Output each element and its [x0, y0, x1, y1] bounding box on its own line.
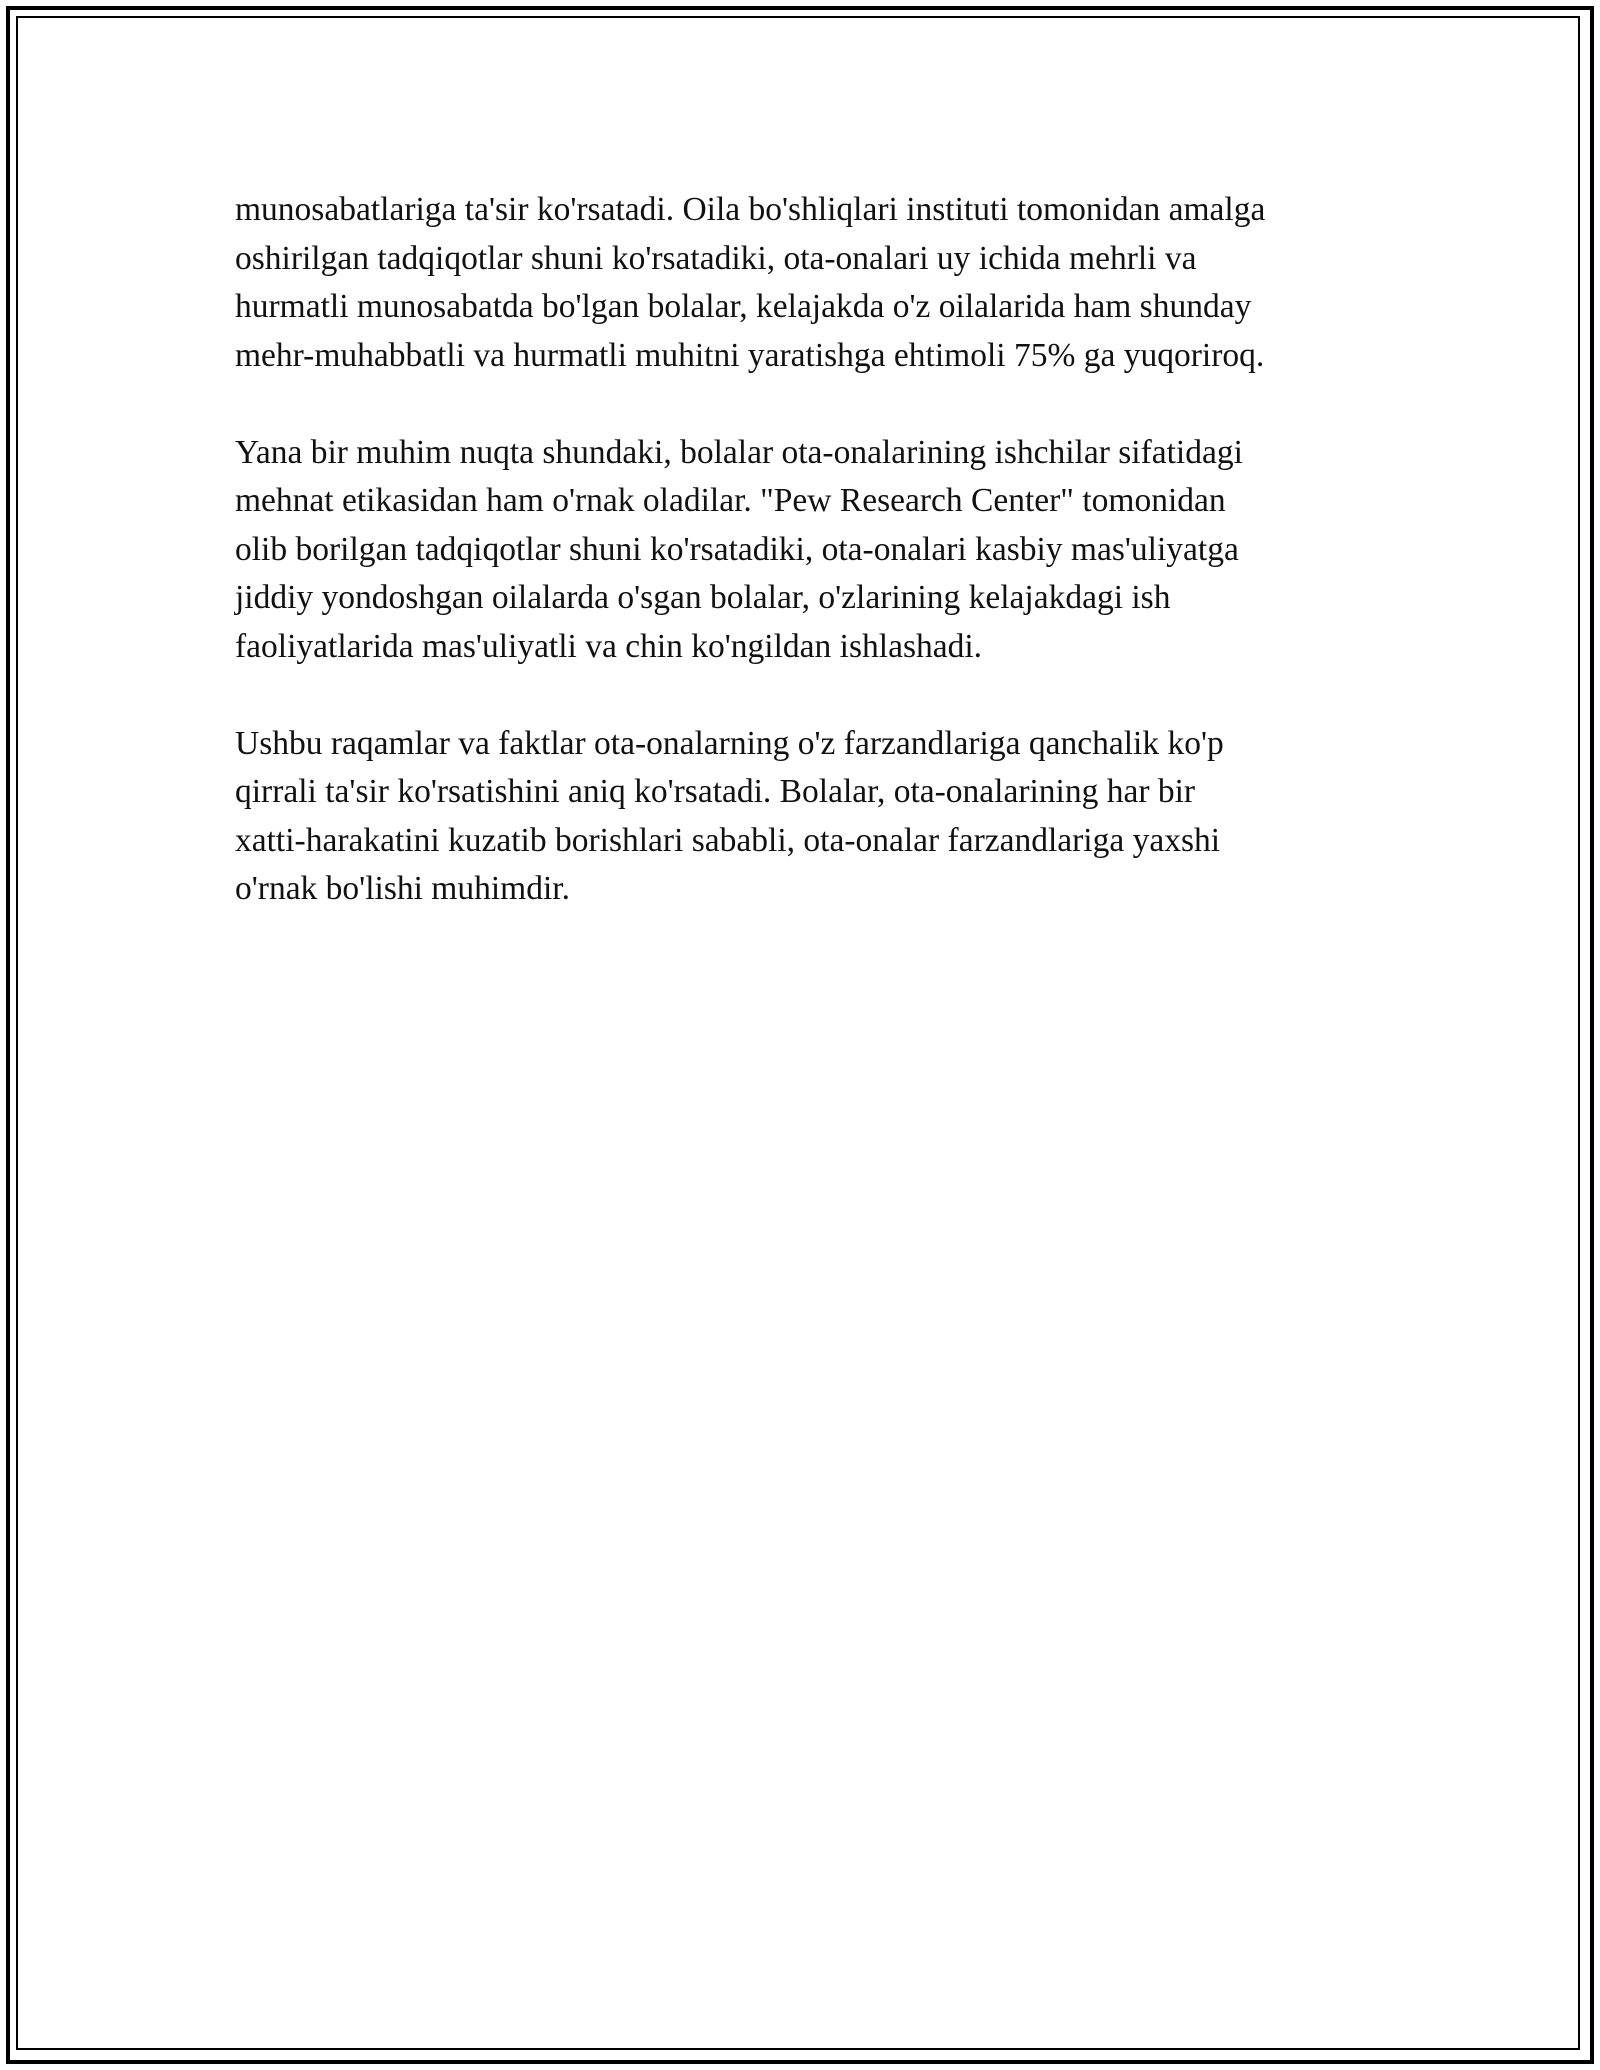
paragraph-3: [235, 720, 1415, 914]
text-line: xatti-harakatini kuzatib borishlari sababli, ota-onalar farzandlariga yaxshi: [235, 821, 1221, 859]
text-line: hurmatli munosabatda bo'lgan bolalar, kelajakda o'z oilalarida ham shunday: [235, 288, 1252, 325]
text-line: o'rnak bo'lishi muhimdir.: [235, 870, 570, 907]
paragraph-2: [235, 429, 1415, 672]
paragraph-1: [235, 186, 1415, 380]
text-line: munosabatlariga ta'sir ko'rsatadi. Oila bo'shliqlari instituti tomonidan amalga: [235, 191, 1266, 228]
text-line: olib borilgan tadqiqotlar shuni ko'rsatadiki, ota-onalari kasbiy mas'uliyatga: [235, 530, 1239, 568]
text-line: faoliyatlarida mas'uliyatli va chin ko'ngildan ishlashadi.: [235, 627, 983, 665]
text-line: Ushbu raqamlar va faktlar ota-onalarning o'z farzandlariga qanchalik ko'p: [235, 724, 1224, 762]
text-line: oshirilgan tadqiqotlar shuni ko'rsatadiki, ota-onalari uy ichida mehrli va: [235, 239, 1197, 277]
text-line: mehr-muhabbatli va hurmatli muhitni yaratishga ehtimoli 75% ga yuqoriroq.: [235, 336, 1265, 374]
text-line: Yana bir muhim nuqta shundaki, bolalar ota-onalarining ishchilar sifatidagi: [235, 433, 1243, 471]
text-line: jiddiy yondoshgan oilalarda o'sgan bolalar, o'zlarining kelajakdagi ish: [235, 579, 1171, 616]
text-line: mehnat etikasidan ham o'rnak oladilar. "Pew Research Center" tomonidan: [235, 482, 1226, 519]
text-line: qirrali ta'sir ko'rsatishini aniq ko'rsatadi. Bolalar, ota-onalarining har bir: [235, 773, 1196, 810]
document-body: [235, 186, 1415, 962]
